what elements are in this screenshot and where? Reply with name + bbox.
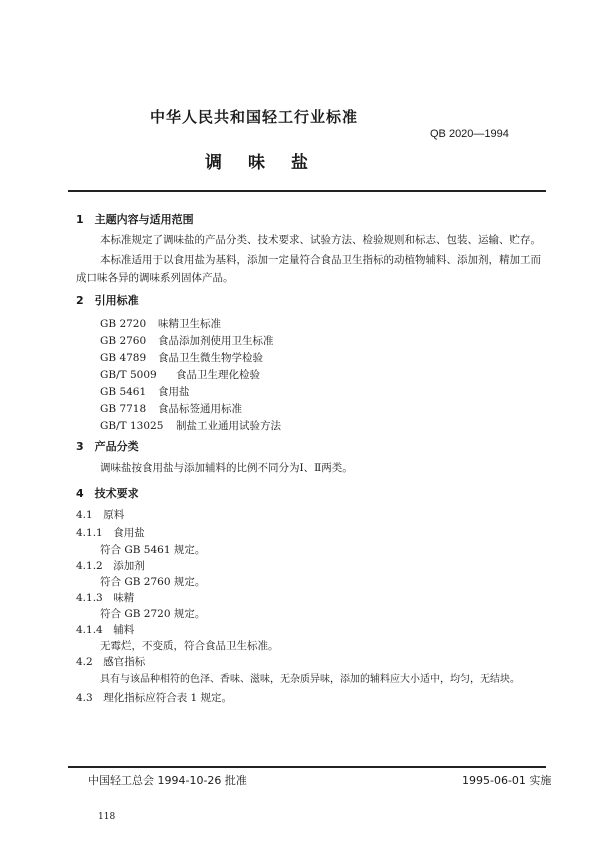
standard-number: QB 2020—1994 <box>430 128 509 140</box>
section-4-1-1-heading: 4.1.1 食用盐 <box>76 527 145 539</box>
section-4-2-heading: 4.2 感官指标 <box>76 656 146 668</box>
effective-date: 1995-06-01 实施 <box>462 774 552 787</box>
section-2-heading: 2 引用标准 <box>76 294 139 307</box>
section-4-1-3-text: 符合 GB 2720 规定。 <box>100 608 206 620</box>
approval-date: 中国轻工总会 1994-10-26 批准 <box>88 774 247 787</box>
section-4-1-2-heading: 4.1.2 添加剂 <box>76 560 145 572</box>
section-4-1-heading: 4.1 原料 <box>76 509 125 521</box>
section-3-heading: 3 产品分类 <box>76 440 139 453</box>
section-1-heading: 1 主题内容与适用范围 <box>76 213 194 226</box>
page-number: 118 <box>98 812 116 822</box>
reference-item: GB 2760 食品添加剂使用卫生标准 <box>100 335 274 347</box>
standard-name-char-1: 调 <box>205 153 222 173</box>
document-issuer-title: 中华人民共和国轻工行业标准 <box>150 108 359 126</box>
standard-name-char-3: 盐 <box>291 153 308 173</box>
reference-item: GB 4789 食品卫生微生物学检验 <box>100 352 263 364</box>
section-4-1-4-text: 无霉烂，不变质，符合食品卫生标准。 <box>100 640 279 652</box>
reference-item: GB 7718 食品标签通用标准 <box>100 403 242 415</box>
section-4-heading: 4 技术要求 <box>76 487 139 500</box>
section-1-paragraph-1: 本标准规定了调味盐的产品分类、技术要求、试验方法、检验规则和标志、包装、运输、贮存。 <box>100 234 541 246</box>
section-4-1-3-heading: 4.1.3 味精 <box>76 592 135 604</box>
section-3-text: 调味盐按食用盐与添加辅料的比例不同分为Ⅰ、Ⅱ两类。 <box>100 462 353 474</box>
reference-item: GB 5461 食用盐 <box>100 386 190 398</box>
header-divider <box>68 190 546 192</box>
reference-item: GB/T 5009 食品卫生理化检验 <box>100 369 260 381</box>
section-4-1-4-heading: 4.1.4 辅料 <box>76 624 135 636</box>
section-4-2-text: 具有与该品种相符的色泽、香味、滋味，无杂质异味，添加的辅料应大小适中，均匀，无结块。 <box>100 674 520 685</box>
reference-item: GB/T 13025 制盐工业通用试验方法 <box>100 420 281 432</box>
reference-item: GB 2720 味精卫生标准 <box>100 318 221 330</box>
section-4-1-1-text: 符合 GB 5461 规定。 <box>100 544 206 556</box>
section-1-paragraph-2: 本标准适用于以食用盐为基料，添加一定量符合食品卫生指标的动植物辅料、添加剂，精加工而成口味各异的调味系列固体产品。 <box>76 254 541 284</box>
footer-divider <box>68 766 546 768</box>
section-4-1-2-text: 符合 GB 2760 规定。 <box>100 576 206 588</box>
standard-name <box>205 148 334 173</box>
standard-name-char-2: 味 <box>248 153 265 173</box>
section-4-3-heading: 4.3 理化指标应符合表 1 规定。 <box>76 692 233 704</box>
